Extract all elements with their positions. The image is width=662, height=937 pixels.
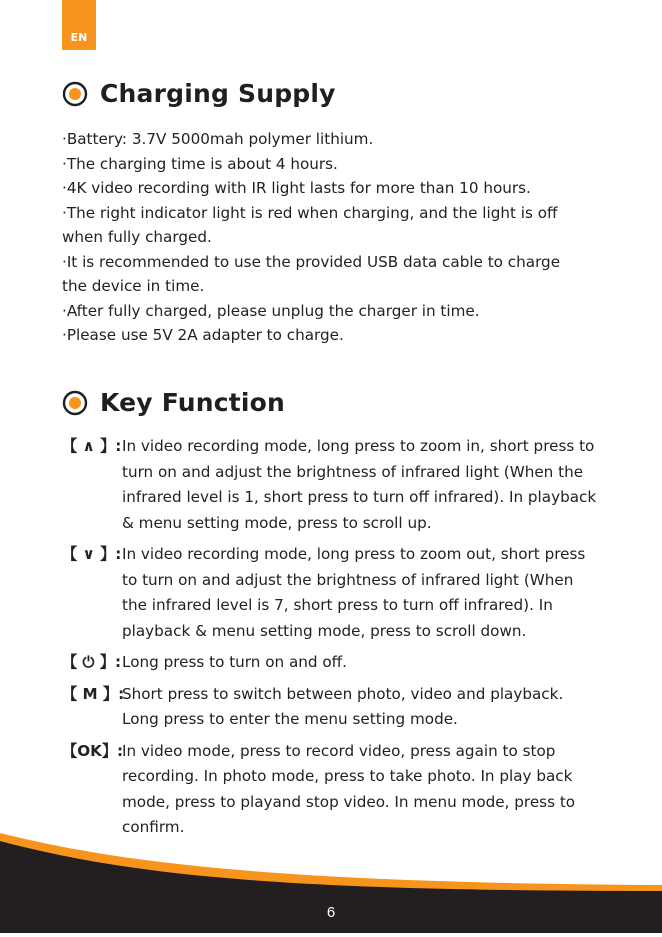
key-function-section-header xyxy=(62,388,285,417)
key-desc-line: In video mode, press to record video, press again to stop xyxy=(122,741,556,760)
up-key-label: 【 ∧ 】: xyxy=(62,437,122,455)
key-desc-line: Long press to enter the menu setting mode. xyxy=(122,710,458,728)
key-desc-line: In video recording mode, long press to zoom in, short press to xyxy=(122,437,595,455)
footer-band xyxy=(0,833,662,933)
key-desc-line: the infrared level is 7, short press to turn off infrared). In xyxy=(122,596,553,614)
key-description xyxy=(122,434,642,536)
charging-section-header xyxy=(62,79,336,108)
key-function-section-title: Key Function xyxy=(100,388,286,417)
charging-line: ·After fully charged, please unplug the charger in time. xyxy=(62,301,480,320)
key-desc-line: In video recording mode, long press to zoom out, short press xyxy=(122,545,586,563)
key-desc-line: recording. In photo mode, press to take photo. In play back xyxy=(122,767,573,785)
page-number: 6 xyxy=(326,904,336,921)
language-tab: EN xyxy=(62,0,96,50)
key-desc-line: Long press to turn on and off. xyxy=(122,653,347,671)
charging-section-title: Charging Supply xyxy=(100,79,336,108)
target-bullet-icon xyxy=(62,390,88,416)
charging-line: ·4K video recording with IR light lasts for more than 10 hours. xyxy=(62,179,531,197)
key-desc-line: & menu setting mode, press to scroll up. xyxy=(122,513,432,532)
key-description xyxy=(122,682,642,733)
charging-line: ·Battery: 3.7V 5000mah polymer lithium. xyxy=(62,130,374,148)
key-desc-line: infrared level is 1, short press to turn off infrared). In playback xyxy=(122,488,597,506)
key-desc-line: confirm. xyxy=(122,818,185,836)
power-key-label: 【 ⏻ 】: xyxy=(62,653,122,671)
key-desc-line: turn on and adjust the brightness of infrared light (When the xyxy=(122,462,584,481)
key-function-list xyxy=(62,434,642,847)
charging-line: when fully charged. xyxy=(62,228,212,246)
charging-info-list xyxy=(62,127,632,348)
charging-line: ·It is recommended to use the provided USB data cable to charge xyxy=(62,252,561,271)
key-desc-line: Short press to switch between photo, video and playback. xyxy=(122,684,564,703)
key-description xyxy=(122,650,642,676)
key-description xyxy=(122,739,642,841)
key-item-mode xyxy=(62,682,642,733)
charging-line: ·Please use 5V 2A adapter to charge. xyxy=(62,326,344,344)
key-item-power xyxy=(62,650,642,676)
key-desc-line: playback & menu setting mode, press to scroll down. xyxy=(122,621,527,640)
mode-key-label: 【 M 】: xyxy=(62,684,125,703)
charging-line: ·The charging time is about 4 hours. xyxy=(62,154,338,173)
target-bullet-icon xyxy=(62,81,88,107)
key-description xyxy=(122,542,642,644)
charging-line: the device in time. xyxy=(62,277,205,295)
key-desc-line: mode, press to playand stop video. In menu mode, press to xyxy=(122,792,576,811)
down-key-label: 【 ∨ 】: xyxy=(62,545,122,563)
key-desc-line: to turn on and adjust the brightness of infrared light (When xyxy=(122,570,574,589)
key-item-down xyxy=(62,542,642,644)
charging-line: ·The right indicator light is red when charging, and the light is off xyxy=(62,203,558,222)
ok-key-label: 【OK】: xyxy=(62,741,124,760)
key-item-ok xyxy=(62,739,642,841)
key-item-up xyxy=(62,434,642,536)
